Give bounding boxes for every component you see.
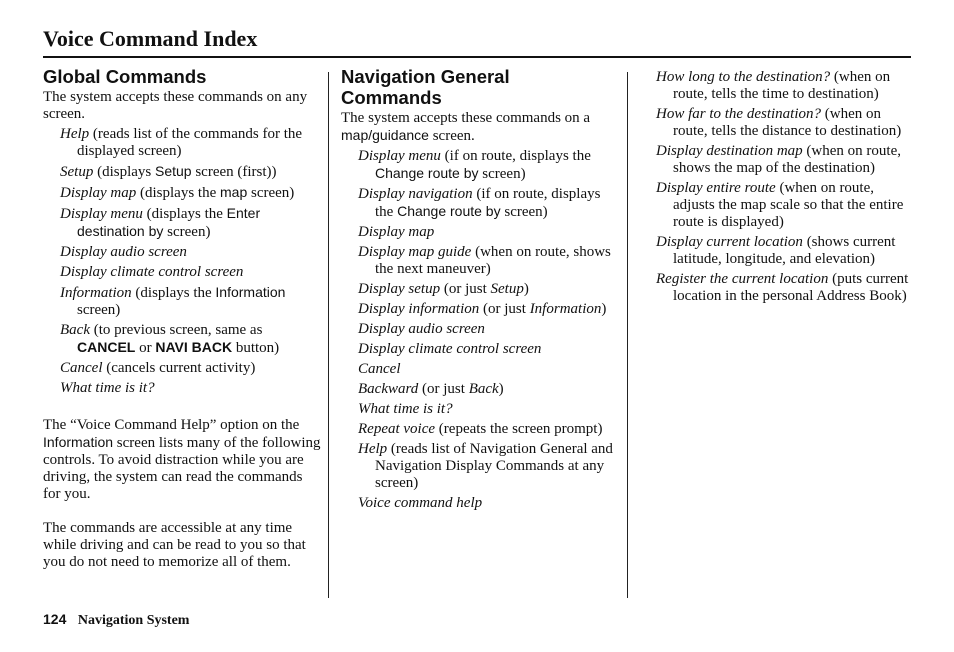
command-name: How far to the destination? xyxy=(656,106,821,122)
command-name: How long to the destination? xyxy=(656,69,831,85)
command-description: (displays the xyxy=(131,285,216,301)
command-display-information: Display information (or just Information) xyxy=(358,301,607,317)
command-name: Display menu xyxy=(60,206,143,222)
command-how-long: How long to the destination? (when on route, tells the time to destination) xyxy=(656,69,891,102)
command-name: Display setup xyxy=(358,281,441,297)
ui-term: Setup xyxy=(155,163,192,179)
global-commands-heading: Global Commands xyxy=(43,66,207,87)
command-name: Display map xyxy=(358,224,435,240)
command-what-time xyxy=(60,380,321,397)
command-description: (displays xyxy=(93,164,155,180)
command-name: Back xyxy=(60,322,90,338)
section-name: Navigation System xyxy=(77,613,190,628)
command-description: button) xyxy=(232,340,280,356)
command-description: (displays the xyxy=(136,185,220,201)
page-footer xyxy=(43,611,189,629)
command-name: Display climate control screen xyxy=(60,264,244,280)
global-commands-intro: The system accepts these commands on any screen. xyxy=(43,89,308,122)
command-setup xyxy=(60,163,321,181)
command-name: Display navigation xyxy=(358,186,473,202)
command-description: screen) xyxy=(163,224,211,240)
title-divider xyxy=(43,56,911,58)
command-name: Cancel xyxy=(358,361,401,377)
command-name: Display current location xyxy=(656,234,803,250)
page-number: 124 xyxy=(43,611,67,627)
command-name: Display map xyxy=(60,185,137,201)
command-cancel xyxy=(358,361,613,378)
command-display-audio xyxy=(358,321,613,338)
button-term-navi-back: NAVI BACK xyxy=(155,339,233,355)
ui-term: Information xyxy=(43,434,114,450)
command-display-menu xyxy=(60,205,321,241)
command-name: Display entire route xyxy=(656,180,776,196)
command-display-map-guide: Display map guide (when on route, shows the next maneuver) xyxy=(358,244,611,277)
command-voice-command-help xyxy=(358,495,613,512)
command-how-far: How far to the destination? (when on route, tells the distance to destination) xyxy=(656,106,902,139)
command-description: (displays the xyxy=(142,206,227,222)
navigation-general-heading: Navigation General Commands xyxy=(341,66,510,108)
command-cancel xyxy=(60,360,321,377)
navigation-general-column xyxy=(341,66,613,515)
command-display-entire-route: Display entire route (when on route, adjusts the map scale so that the entire route is displayed) xyxy=(656,180,904,230)
voice-help-paragraph: The “Voice Command Help” option on the Information screen lists many of the following controls. To avoid distraction while you are driving, the system can read the commands for you. xyxy=(43,417,321,502)
command-name: Display climate control screen xyxy=(358,341,542,357)
command-display-map xyxy=(358,224,613,241)
button-term-cancel: CANCEL xyxy=(77,339,136,355)
command-display-current-location: Display current location (shows current latitude, longitude, and elevation) xyxy=(656,234,896,267)
ui-term: Enter destination by xyxy=(77,205,261,239)
command-information xyxy=(60,284,321,319)
command-display-audio xyxy=(60,244,321,261)
command-help: Help (reads list of Navigation General and Navigation Display Commands at any screen) xyxy=(358,441,613,491)
command-name: Cancel xyxy=(60,360,103,376)
column-divider xyxy=(328,72,329,598)
command-name: Repeat voice xyxy=(358,421,436,437)
command-register-current-location: Register the current location (puts current location in the personal Address Book) xyxy=(656,271,909,304)
command-display-destination-map: Display destination map (when on route, shows the map of the destination) xyxy=(656,143,901,176)
command-display-climate xyxy=(60,264,321,281)
command-name: Help xyxy=(358,441,388,457)
command-name: Display map guide xyxy=(358,244,472,260)
command-description: (cancels current activity) xyxy=(102,360,256,376)
page-title: Voice Command Index xyxy=(43,26,258,51)
ui-term: Information xyxy=(215,284,286,300)
command-name: What time is it? xyxy=(358,401,453,417)
command-display-menu: Display menu (if on route, displays the Change route by screen) xyxy=(358,148,591,182)
command-help xyxy=(60,126,321,160)
command-backward: Backward (or just Back) xyxy=(358,381,504,397)
command-name: What time is it? xyxy=(60,380,155,396)
command-description: (reads list of the commands for the displayed screen) xyxy=(77,126,303,159)
command-description: or xyxy=(135,340,156,356)
navigation-general-continued-column xyxy=(656,69,916,308)
command-description: screen) xyxy=(77,302,121,318)
command-name: Setup xyxy=(60,164,94,180)
column-divider xyxy=(627,72,628,598)
ui-term: map/guidance xyxy=(341,127,429,143)
command-back xyxy=(60,322,321,357)
command-name: Display audio screen xyxy=(358,321,485,337)
command-display-setup: Display setup (or just Setup) xyxy=(358,281,529,297)
command-display-climate xyxy=(358,341,613,358)
command-name: Voice command help xyxy=(358,495,483,511)
command-repeat-voice: Repeat voice (repeats the screen prompt) xyxy=(358,421,603,437)
command-name: Register the current location xyxy=(656,271,829,287)
command-name: Display destination map xyxy=(656,143,803,159)
command-name: Information xyxy=(60,285,132,301)
ui-term: Change route by xyxy=(397,203,501,219)
command-description: screen (first)) xyxy=(191,164,277,180)
accessibility-paragraph: The commands are accessible at any time while driving and can be read to you so that you do not need to memorize all of them. xyxy=(43,520,306,570)
ui-term: Change route by xyxy=(375,165,479,181)
command-description: (to previous screen, same as xyxy=(89,322,263,338)
command-name: Display menu xyxy=(358,148,441,164)
navigation-general-intro: The system accepts these commands on a map/guidance screen. xyxy=(341,110,591,144)
command-display-navigation: Display navigation (if on route, displays the Change route by screen) xyxy=(358,186,601,220)
global-commands-column xyxy=(43,66,321,571)
command-description: screen) xyxy=(247,185,295,201)
command-name: Help xyxy=(60,126,90,142)
command-name: Display audio screen xyxy=(60,244,187,260)
command-name: Display information xyxy=(358,301,480,317)
command-what-time xyxy=(358,401,613,418)
ui-term: map xyxy=(220,184,248,200)
command-name: Backward xyxy=(358,381,419,397)
command-display-map xyxy=(60,184,321,202)
